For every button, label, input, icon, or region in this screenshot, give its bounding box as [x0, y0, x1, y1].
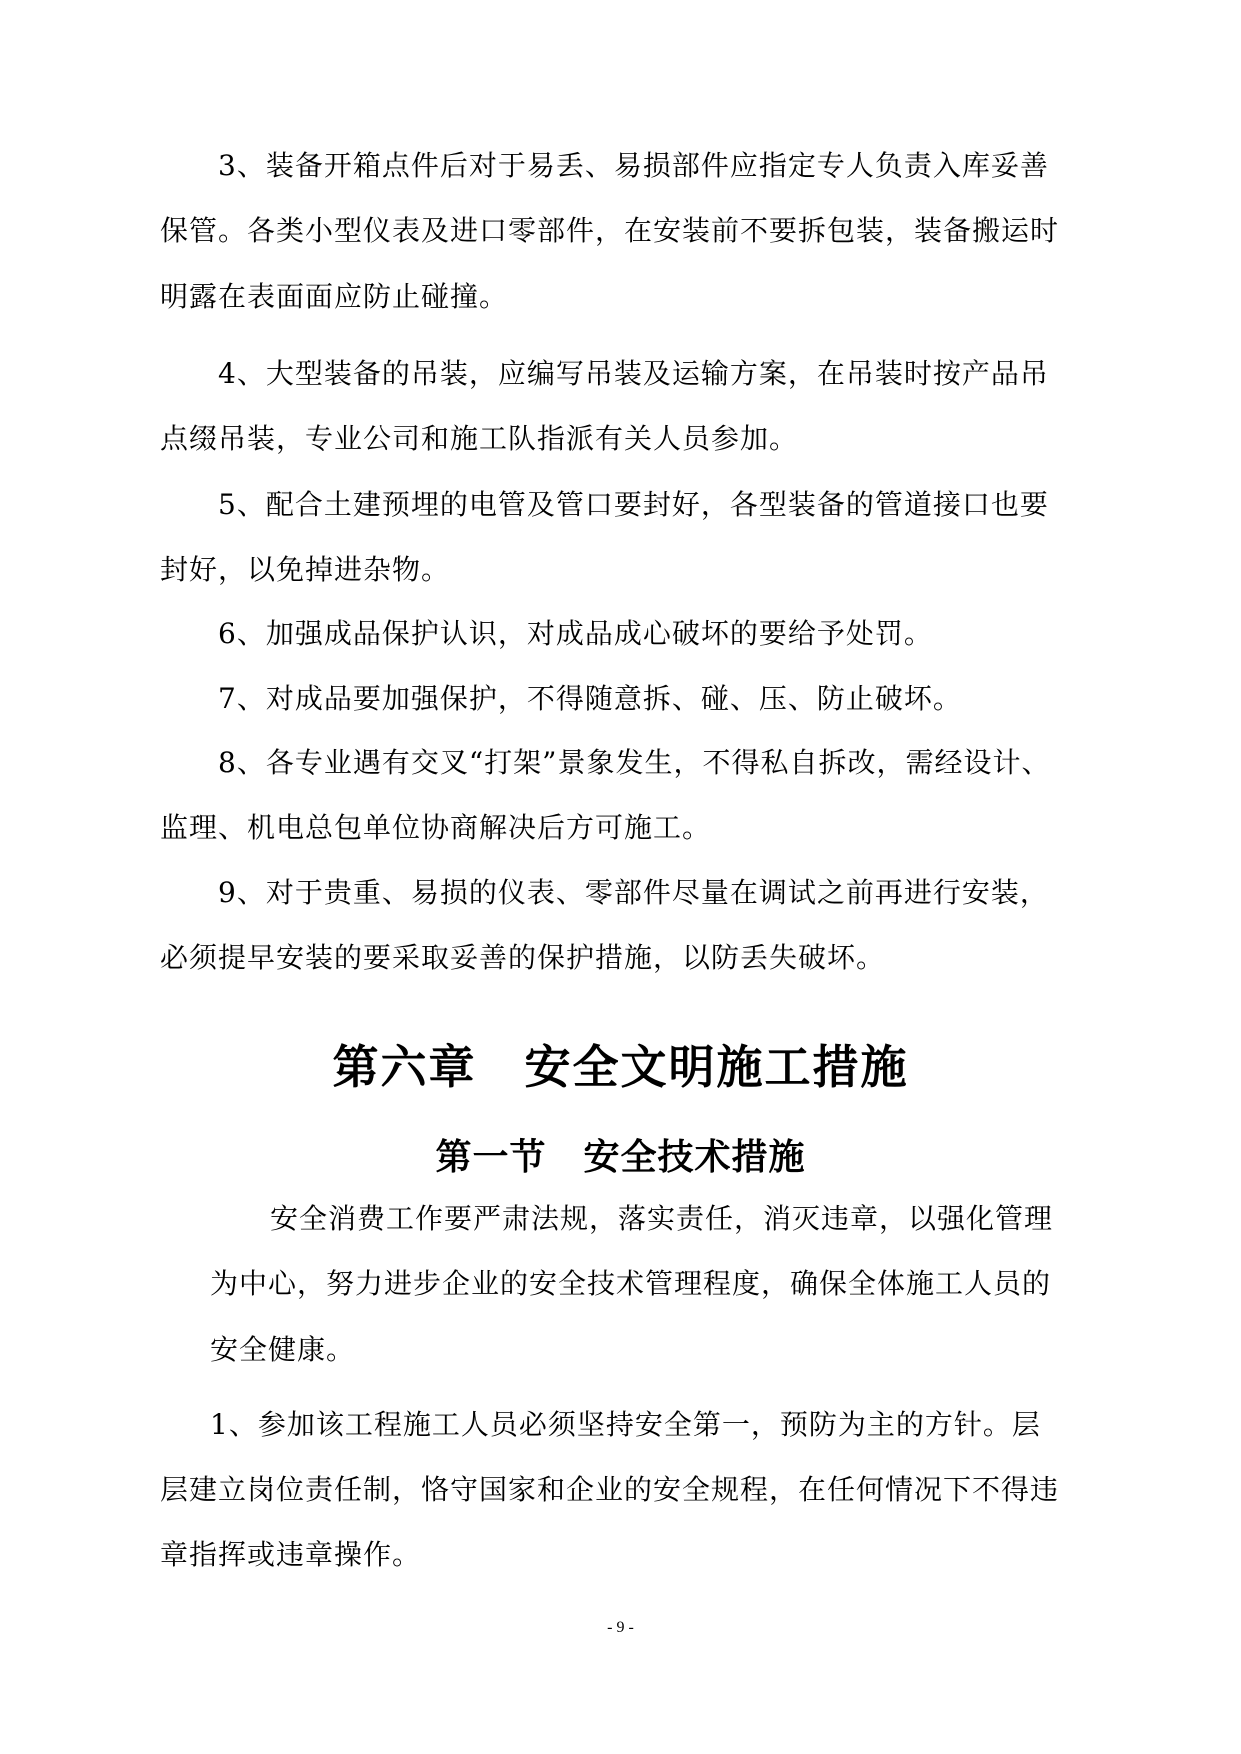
paragraph-5-line-1: 5、配合土建预埋的电管及管口要封好，各型装备的管道接口也要 [218, 488, 1049, 521]
paragraph-4-line-1: 4、大型装备的吊装，应编写吊装及运输方案，在吊装时按产品吊 [218, 357, 1049, 390]
paragraph-9-line-1: 9、对于贵重、易损的仪表、零部件尽量在调试之前再进行安装， [218, 876, 1049, 909]
paragraph-8-line-2: 监理、机电总包单位协商解决后方可施工。 [160, 811, 712, 844]
paragraph-3-line-2: 保管。各类小型仪表及进口零部件，在安装前不要拆包装，装备搬运时 [160, 214, 1060, 247]
page-number: - 9 - [607, 1619, 634, 1636]
paragraph-3-line-1: 3、装备开箱点件后对于易丢、易损部件应指定专人负责入库妥善 [218, 149, 1049, 182]
paragraph-8-line-1: 8、各专业遇有交叉“打架”景象发生，不得私自拆改，需经设计、 [218, 746, 1051, 779]
intro-paragraph-line-3: 安全健康。 [210, 1333, 356, 1366]
item-1-line-1: 1、参加该工程施工人员必须坚持安全第一，预防为主的方针。层 [210, 1408, 1041, 1441]
intro-paragraph-line-1: 安全消费工作要严肃法规，落实责任，消灭违章，以强化管理 [270, 1202, 1054, 1235]
item-1-line-3: 章指挥或违章操作。 [160, 1538, 422, 1571]
chapter-title: 第六章 安全文明施工措施 [332, 1040, 909, 1094]
intro-paragraph-line-2: 为中心，努力进步企业的安全技术管理程度，确保全体施工人员的 [210, 1267, 1052, 1300]
paragraph-5-line-2: 封好，以免掉进杂物。 [160, 553, 451, 586]
paragraph-3-line-3: 明露在表面面应防止碰撞。 [160, 280, 509, 313]
paragraph-9-line-2: 必须提早安装的要采取妥善的保护措施，以防丢失破坏。 [160, 941, 886, 974]
paragraph-7-line-1: 7、对成品要加强保护，不得随意拆、碰、压、防止破坏。 [218, 682, 962, 715]
item-1-line-2: 层建立岗位责任制，恪守国家和企业的安全规程，在任何情况下不得违 [160, 1473, 1060, 1506]
paragraph-6-line-1: 6、加强成品保护认识，对成品成心破坏的要给予处罚。 [218, 617, 933, 650]
paragraph-4-line-2: 点缀吊装，专业公司和施工队指派有关人员参加。 [160, 422, 799, 455]
section-title: 第一节 安全技术措施 [435, 1136, 806, 1178]
